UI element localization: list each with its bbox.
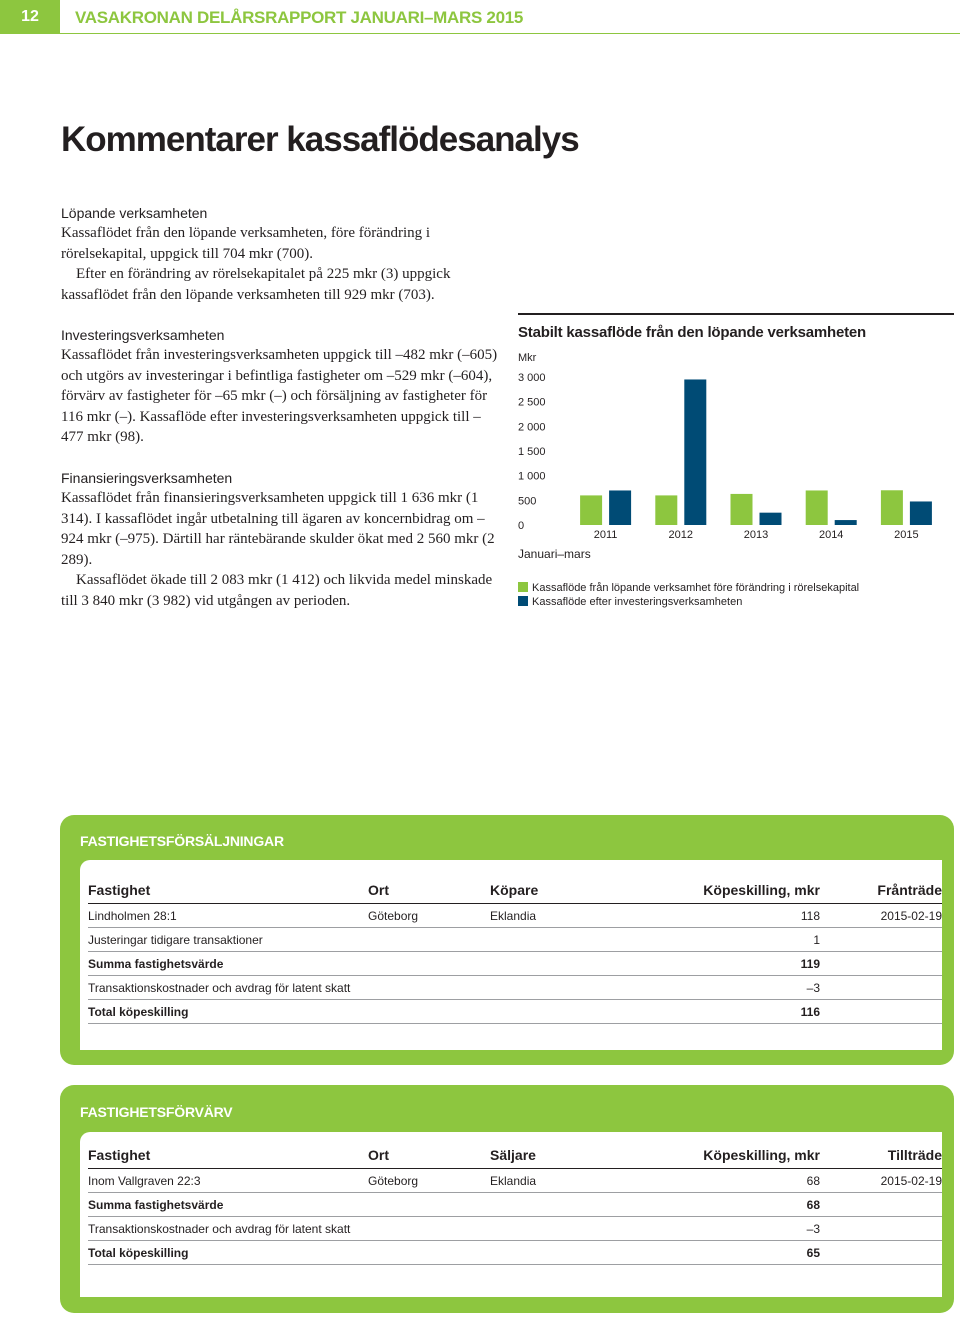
legend-swatch-green: [518, 582, 528, 592]
bar-green-2012: [655, 495, 677, 525]
table-cell: [490, 1193, 650, 1217]
paragraph: Kassaflödet från finansieringsverksamheten uppgick till 1 636 mkr (1 314). I kassaflödet ingår utbetalning till ägaren av koncernbidrag om –924 mkr (–975). Därtill har räntebärande skulder ökat med 2 560 mkr (2 289).: [61, 490, 495, 568]
table-cell: [490, 952, 650, 976]
table-cell: [820, 952, 942, 976]
legend-item-blue: [518, 596, 742, 609]
section-lopande: [61, 203, 501, 305]
x-axis-label: Januari–mars: [518, 547, 591, 561]
bar-green-2011: [580, 495, 602, 525]
column-header: Fastighet: [88, 877, 368, 904]
bar-blue-2014: [835, 520, 857, 525]
x-tick-label: 2013: [743, 529, 769, 541]
table-cell: Summa fastighetsvärde: [88, 952, 368, 976]
table-row: [88, 1241, 942, 1265]
table-cell: 119: [650, 952, 820, 976]
column-header: Köpare: [490, 877, 650, 904]
table-cell: Göteborg: [368, 1169, 490, 1193]
x-tick-label: 2014: [818, 529, 844, 541]
paragraph: Kassaflödet ökade till 2 083 mkr (1 412) och likvida medel minskade till 3 840 mkr (3 982) vid utgången av perioden.: [61, 572, 493, 609]
table-cell: [368, 952, 490, 976]
section-heading: Löpande verksamheten: [61, 205, 208, 221]
bar-green-2014: [806, 490, 828, 525]
table-header-row: [88, 1142, 942, 1169]
table-cell: 68: [650, 1193, 820, 1217]
table-cell: Summa fastighetsvärde: [88, 1193, 368, 1217]
table-cell: –3: [650, 976, 820, 1000]
y-tick-label: 1 500: [518, 446, 546, 458]
legend-label: Kassaflöde från löpande verksamhet före förändring i rörelsekapital: [532, 582, 860, 594]
table-cell: 118: [650, 904, 820, 928]
table-cell: Lindholmen 28:1: [88, 904, 368, 928]
table-cell: Eklandia: [490, 1169, 650, 1193]
table-cell: [490, 976, 650, 1000]
table-row: [88, 928, 942, 952]
table-cell: [490, 1241, 650, 1265]
table-cell: [820, 976, 942, 1000]
table-cell: [820, 928, 942, 952]
x-tick-label: 2012: [668, 529, 694, 541]
acquisitions-table: [88, 1142, 942, 1265]
sales-title: FASTIGHETSFÖRSÄLJNINGAR: [80, 833, 284, 849]
paragraph: Kassaflödet från investeringsverksamheten uppgick till –482 mkr (–605) och utgörs av investeringar i befintliga fastigheter om –529 mkr (–604), förvärv av fastigheter för –65 mkr (–) och försäljning av fastigheter för 116 mkr (–). Kassaflöde efter investeringsverksamheten uppgick till –477 mkr (98).: [61, 347, 498, 445]
y-tick-label: 500: [518, 495, 537, 508]
table-cell: 116: [650, 1000, 820, 1024]
column-header: Ort: [368, 877, 490, 904]
header-divider: [60, 33, 960, 34]
x-tick-label: 2011: [593, 529, 618, 541]
table-row: [88, 1169, 942, 1193]
table-cell: 65: [650, 1241, 820, 1265]
column-header: Ort: [368, 1142, 490, 1169]
table-row: [88, 952, 942, 976]
table-cell: [368, 1000, 490, 1024]
paragraph: Kassaflödet från den löpande verksamheten, före förändring i rörelsekapital, uppgick till 704 mkr (700).: [61, 225, 431, 262]
legend-label: Kassaflöde efter investeringsverksamheten: [532, 596, 743, 608]
column-header: Säljare: [490, 1142, 650, 1169]
table-row: [88, 1193, 942, 1217]
table-cell: Eklandia: [490, 904, 650, 928]
section-heading: Investeringsverksamheten: [61, 327, 225, 343]
bar-green-2013: [731, 494, 753, 525]
y-tick-label: 2 500: [518, 396, 546, 409]
table-cell: [820, 1241, 942, 1265]
section-heading: Finansieringsverksamheten: [61, 470, 233, 486]
bar-blue-2012: [684, 379, 706, 525]
table-cell: [368, 1193, 490, 1217]
table-cell: [490, 928, 650, 952]
x-tick-label: 2015: [894, 529, 919, 541]
report-title: VASAKRONAN DELÅRSRAPPORT JANUARI–MARS 2015: [75, 8, 524, 27]
section-investering: [61, 325, 501, 448]
sales-panel: [60, 815, 954, 1065]
y-axis-label: Mkr: [518, 352, 537, 364]
table-cell: [368, 1241, 490, 1265]
table-cell: [368, 928, 490, 952]
y-tick-label: 2 000: [518, 421, 546, 434]
acquisitions-panel: [60, 1085, 954, 1313]
table-cell: Total köpeskilling: [88, 1000, 368, 1024]
table-cell: [368, 976, 490, 1000]
table-cell: [368, 1217, 490, 1241]
bar-green-2015: [881, 490, 903, 525]
table-cell: [490, 1217, 650, 1241]
y-tick-label: 3 000: [518, 372, 546, 384]
column-header: Tillträde: [820, 1142, 942, 1169]
acquisitions-table-area: [80, 1132, 942, 1297]
table-cell: 2015-02-19: [820, 904, 942, 928]
table-cell: Inom Vallgraven 22:3: [88, 1169, 368, 1193]
table-cell: Transaktionskostnader och avdrag för latent skatt: [88, 1217, 368, 1241]
bar-blue-2011: [609, 490, 631, 525]
table-cell: Transaktionskostnader och avdrag för latent skatt: [88, 976, 368, 1000]
chart-plot: [518, 351, 954, 601]
table-row: [88, 1217, 942, 1241]
table-cell: 2015-02-19: [820, 1169, 942, 1193]
legend-item-green: [518, 582, 859, 595]
legend-swatch-blue: [518, 596, 528, 606]
sales-table-area: [80, 860, 942, 1050]
page-header: [0, 0, 960, 34]
table-cell: [820, 1193, 942, 1217]
table-cell: Justeringar tidigare transaktioner: [88, 928, 368, 952]
bar-blue-2015: [910, 501, 932, 525]
table-cell: [820, 1000, 942, 1024]
table-header-row: [88, 877, 942, 904]
column-header: Köpeskilling, mkr: [650, 877, 820, 904]
sales-table: [88, 877, 942, 1024]
table-cell: [490, 1000, 650, 1024]
acquisitions-title: FASTIGHETSFÖRVÄRV: [80, 1104, 233, 1120]
section-finansiering: [61, 468, 501, 611]
bar-blue-2013: [760, 513, 782, 525]
paragraph: Efter en förändring av rörelsekapitalet på 225 mkr (3) uppgick kassaflödet från den löpande verksamheten till 929 mkr (703).: [61, 266, 451, 303]
table-row: [88, 904, 942, 928]
page-title: Kommentarer kassaflödesanalys: [61, 120, 579, 159]
table-row: [88, 976, 942, 1000]
y-tick-label: 0: [518, 520, 525, 532]
chart-title: Stabilt kassaflöde från den löpande verksamheten: [518, 324, 867, 341]
table-row: [88, 1000, 942, 1024]
table-cell: [820, 1217, 942, 1241]
cashflow-chart: [518, 313, 954, 623]
column-header: Frånträde: [820, 877, 942, 904]
table-cell: –3: [650, 1217, 820, 1241]
table-cell: Göteborg: [368, 904, 490, 928]
page-number: 12: [0, 0, 60, 34]
column-header: Fastighet: [88, 1142, 368, 1169]
table-cell: 68: [650, 1169, 820, 1193]
table-cell: Total köpeskilling: [88, 1241, 368, 1265]
table-cell: 1: [650, 928, 820, 952]
y-tick-label: 1 000: [518, 470, 546, 483]
column-header: Köpeskilling, mkr: [650, 1142, 820, 1169]
chart-top-rule: [518, 313, 954, 315]
